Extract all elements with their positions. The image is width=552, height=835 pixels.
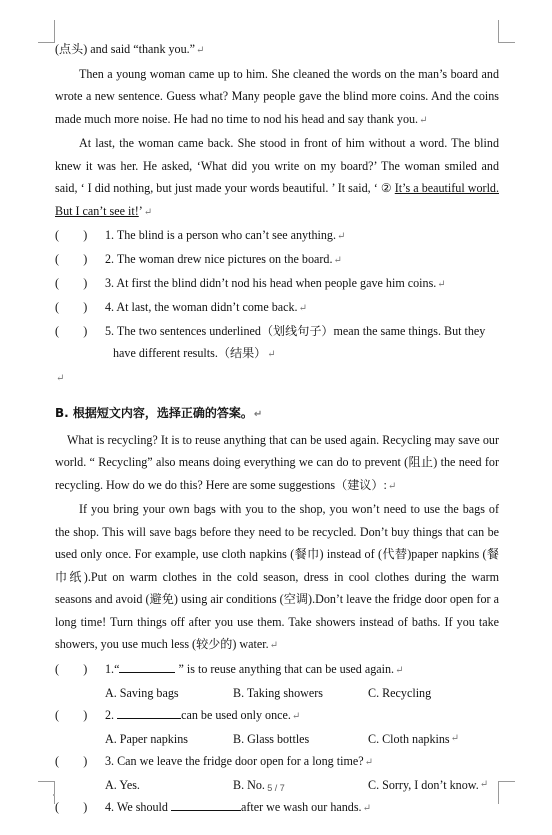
answer-blank[interactable]: ( ) — [55, 707, 88, 722]
question-text: 2. The woman drew nice pictures on the board. — [105, 252, 333, 266]
option-a[interactable]: A. Saving bags — [105, 685, 179, 700]
return-mark: ↵ — [419, 114, 428, 126]
tf-question-5-continued — [55, 342, 499, 366]
option-b[interactable]: B. No. — [233, 777, 265, 792]
passage-b-paragraph-1 — [55, 429, 499, 499]
mc-question-1 — [55, 658, 499, 682]
question-text: 3. At first the blind didn’t nod his head when people gave him coins. — [105, 276, 437, 290]
answer-blank[interactable]: ( ) — [55, 753, 88, 768]
question-text: 5. The two sentences underlined（划线句子）mean the same things. But they — [105, 324, 486, 338]
passage-a-line-0 — [55, 38, 499, 63]
return-mark: ↵ — [196, 45, 205, 56]
tf-question-5 — [55, 320, 499, 342]
tf-question-4 — [55, 296, 499, 320]
option-c[interactable]: C. Recycling — [368, 685, 432, 700]
multiple-choice-questions — [55, 658, 499, 820]
question-text: have different results.（结果） — [113, 346, 267, 360]
document-body — [55, 38, 499, 820]
return-mark: ↵ — [253, 408, 263, 420]
underlined-sentence: It’s a beautiful world. But I can’t see it! — [55, 181, 499, 218]
question-text: 3. Can we leave the fridge door open for a long time? — [105, 753, 364, 768]
option-a[interactable]: A. Yes. — [105, 777, 140, 792]
option-c[interactable]: C. Sorry, I don’t know. — [368, 777, 479, 792]
mc-question-3 — [55, 750, 499, 774]
return-mark: ↵ — [56, 373, 65, 384]
option-c[interactable]: C. Cloth napkins — [368, 731, 450, 746]
mc-question-2-options — [55, 728, 499, 750]
paragraph-text: Then a young woman came up to him. She cleaned the words on the man’s board and wrote a new sentence. Guess what? Many people gave the blind more coins. And the coins made much more noise. He had no time to nod his head and say thank you. — [55, 66, 499, 126]
paragraph-text: What is recycling? It is to reuse anything that can be used again. Recycling may save our world. “ Recycling” also means doing everything we can do to prevent (阻止) the need for recycling. How do we do this? Here are some suggestions（建议）: — [55, 432, 499, 492]
tf-question-2 — [55, 248, 499, 272]
option-b[interactable]: B. Glass bottles — [233, 731, 310, 746]
mc-question-4 — [55, 796, 499, 820]
tf-question-1 — [55, 224, 499, 248]
mc-question-1-options — [55, 682, 499, 704]
option-b[interactable]: B. Taking showers — [233, 685, 323, 700]
passage-b-paragraph-2 — [55, 498, 499, 658]
return-mark: ↵ — [298, 303, 307, 314]
return-mark: ↵ — [395, 664, 404, 676]
return-mark: ↵ — [479, 778, 489, 790]
section-b-title — [55, 401, 499, 427]
answer-blank[interactable]: ( ) — [55, 799, 88, 814]
fill-in-blank[interactable] — [119, 660, 175, 673]
paragraph-text: At last, the woman came back. She stood in front of him without a word. The blind knew it was her. He asked, ‘What did you write on my board?’ The woman smiled and said, ‘ I did nothing, but just made your words beautiful. ’ It said, ‘ ② — [55, 136, 499, 195]
answer-blank[interactable]: ( ) — [55, 324, 88, 338]
return-mark: ↵ — [336, 231, 346, 242]
paragraph-text: If you bring your own bags with you to the shop, you won’t need to use the bags of the shop. This will save bags before they need to be recycled. Don’t buy things that can be used only once. For example, use cloth napkins (餐巾) instead of (代替)paper napkins (餐巾纸).Put on warm clothes in the cold season, dress in cool clothes during the warm seasons and avoid (避免) using air conditions (空调).Don’t leave the fridge door open for a long time! Turn things off after you use them. Take showers instead of baths. If you take showers, you use much less (较少的) water. — [55, 502, 499, 651]
return-mark: ↵ — [387, 480, 397, 492]
question-text: ” is to reuse anything that can be used again. — [175, 661, 395, 676]
question-text: can be used only once. — [181, 707, 291, 722]
empty-line — [55, 366, 499, 391]
true-false-questions — [55, 224, 499, 366]
answer-blank[interactable]: ( ) — [55, 252, 88, 266]
answer-blank[interactable]: ( ) — [55, 300, 88, 314]
passage-text: (点头) and said “thank you.” — [55, 42, 196, 56]
mc-question-2 — [55, 704, 499, 728]
tf-question-3 — [55, 272, 499, 296]
return-mark: ↵ — [362, 802, 371, 814]
question-text: after we wash our hands. — [241, 799, 362, 814]
question-number: 1.“ — [105, 661, 120, 676]
fill-in-blank[interactable] — [171, 798, 241, 811]
crop-mark-top-left — [38, 20, 55, 43]
passage-a-paragraph-2 — [55, 132, 499, 224]
question-number: 2. — [105, 707, 118, 722]
return-mark: ↵ — [143, 206, 153, 218]
question-text: 4. We should — [105, 799, 171, 814]
page-number-text: 5 / 7 — [267, 783, 285, 793]
return-mark: ↵ — [450, 732, 460, 744]
margin-dot — [53, 794, 55, 796]
crop-mark-top-right — [498, 20, 515, 43]
option-a[interactable]: A. Paper napkins — [105, 731, 188, 746]
return-mark: ↵ — [333, 255, 342, 266]
return-mark: ↵ — [269, 640, 279, 651]
answer-blank[interactable]: ( ) — [55, 661, 88, 676]
fill-in-blank[interactable] — [117, 706, 181, 719]
return-mark: ↵ — [267, 349, 276, 360]
answer-blank[interactable]: ( ) — [55, 228, 88, 242]
paragraph-text-end: ’ — [138, 203, 143, 218]
question-text: 4. At last, the woman didn’t come back. — [105, 300, 298, 314]
return-mark: ↵ — [291, 710, 301, 722]
page-number — [0, 783, 552, 793]
section-title-text: B. 根据短文内容，选择正确的答案。 — [55, 405, 253, 420]
question-text: 1. The blind is a person who can’t see anything. — [105, 228, 336, 242]
passage-a-paragraph-1 — [55, 63, 499, 133]
return-mark: ↵ — [364, 756, 373, 768]
answer-blank[interactable]: ( ) — [55, 276, 88, 290]
return-mark: ↵ — [437, 279, 446, 290]
